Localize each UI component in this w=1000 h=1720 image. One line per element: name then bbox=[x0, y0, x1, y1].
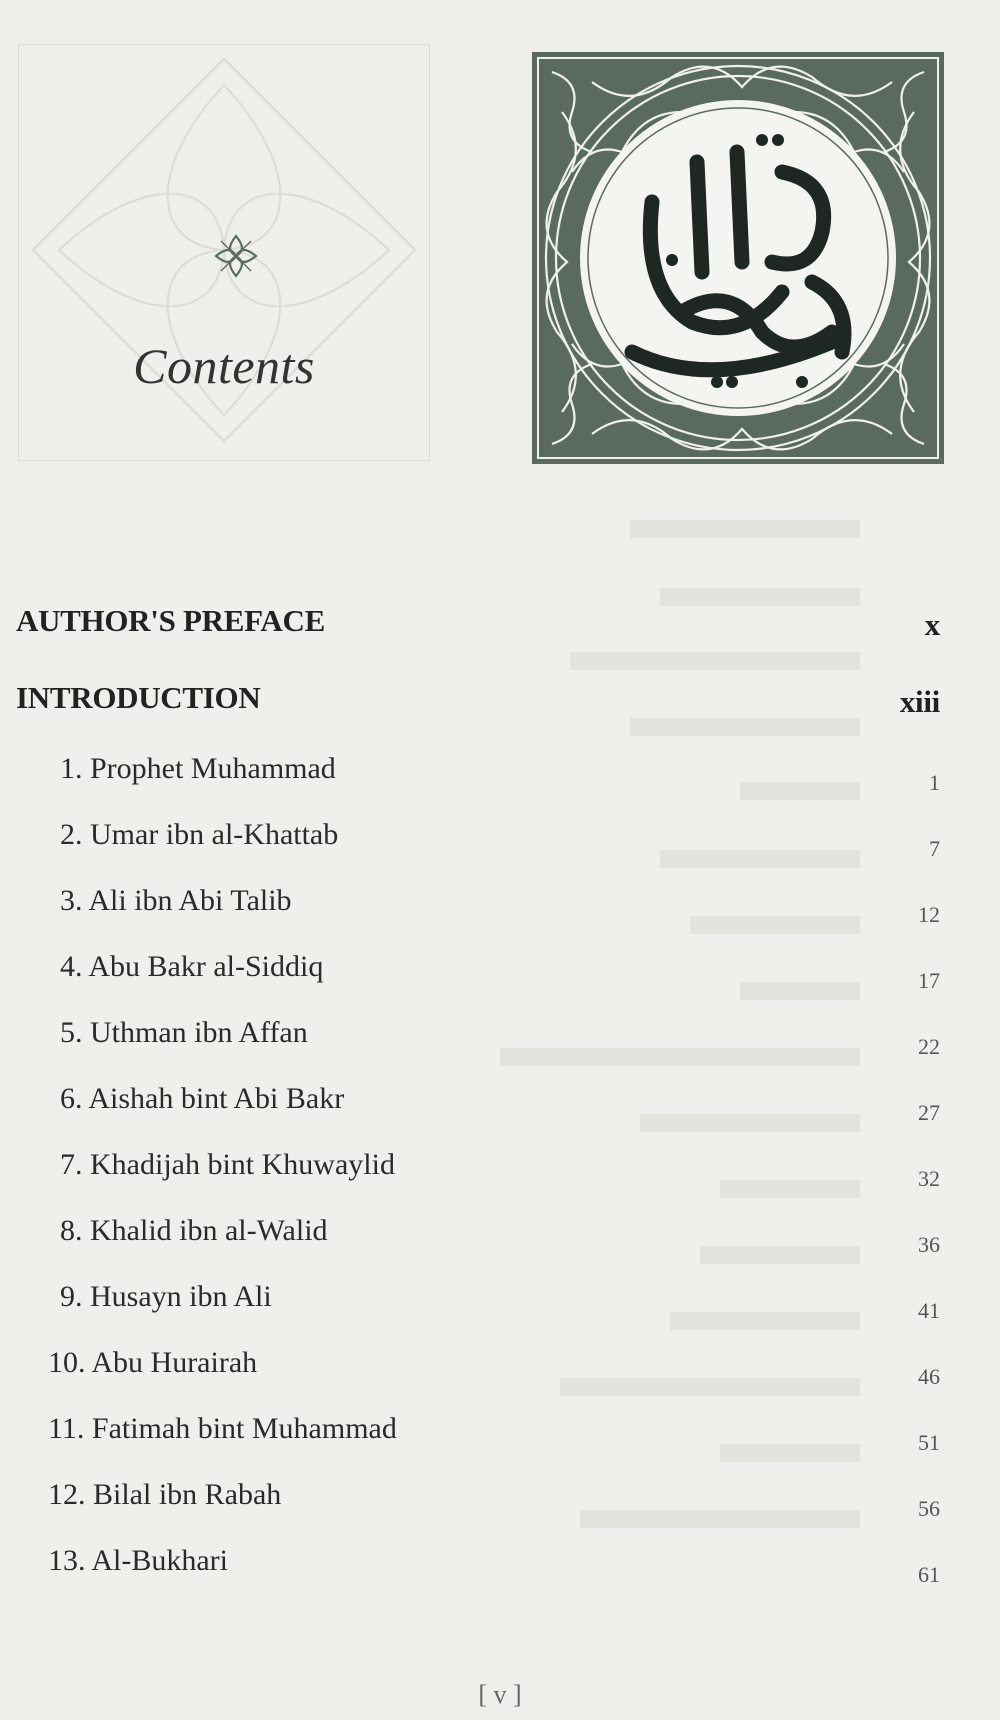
toc-chapter-page: 1 bbox=[929, 770, 940, 795]
toc-chapter-page: 36 bbox=[918, 1232, 940, 1257]
toc-chapter-page: 12 bbox=[918, 902, 940, 927]
toc-entry-title: INTRODUCTION bbox=[16, 680, 261, 715]
toc-chapter-title: 10. Abu Hurairah bbox=[48, 1346, 258, 1379]
toc-chapter-page: 7 bbox=[929, 836, 940, 861]
toc-chapter-title: 5. Uthman ibn Affan bbox=[60, 1016, 308, 1049]
toc-chapter-title: 12. Bilal ibn Rabah bbox=[48, 1478, 282, 1511]
toc-chapter-title: 1. Prophet Muhammad bbox=[60, 752, 336, 785]
toc-chapter-title: 7. Khadijah bint Khuwaylid bbox=[60, 1148, 395, 1181]
toc-chapter-page: 51 bbox=[918, 1430, 940, 1455]
toc-chapter-title: 8. Khalid ibn al-Walid bbox=[60, 1214, 328, 1247]
contents-title-panel bbox=[18, 44, 430, 461]
toc-chapter-title: 9. Husayn ibn Ali bbox=[60, 1280, 272, 1313]
toc-chapter-page: 41 bbox=[918, 1298, 940, 1323]
toc-chapter-title: 11. Fatimah bint Muhammad bbox=[48, 1412, 397, 1445]
toc-entry-page: x bbox=[924, 607, 940, 642]
floral-ornament-icon bbox=[211, 231, 261, 281]
toc-chapter-title: 3. Ali ibn Abi Talib bbox=[60, 884, 292, 917]
toc-chapter-page: 17 bbox=[918, 968, 940, 993]
page-number: [ v ] bbox=[478, 1680, 522, 1709]
arabic-calligraphy-emblem bbox=[532, 52, 944, 464]
toc-chapter-page: 61 bbox=[918, 1562, 940, 1587]
toc-chapter-title: 2. Umar ibn al-Khattab bbox=[60, 818, 339, 851]
toc-chapter-page: 56 bbox=[918, 1496, 940, 1521]
page-title: Contents bbox=[133, 338, 315, 394]
toc-chapter-page: 32 bbox=[918, 1166, 940, 1191]
toc-chapter-title: 13. Al-Bukhari bbox=[48, 1544, 228, 1577]
toc-chapter-title: 4. Abu Bakr al-Siddiq bbox=[60, 950, 324, 983]
toc-chapter-page: 27 bbox=[918, 1100, 940, 1125]
toc-entry-title: AUTHOR'S PREFACE bbox=[16, 603, 325, 638]
toc-chapter-page: 46 bbox=[918, 1364, 940, 1389]
toc-chapter-title: 6. Aishah bint Abi Bakr bbox=[60, 1082, 345, 1115]
toc-chapter-page: 22 bbox=[918, 1034, 940, 1059]
toc-entry-page: xiii bbox=[899, 684, 940, 719]
